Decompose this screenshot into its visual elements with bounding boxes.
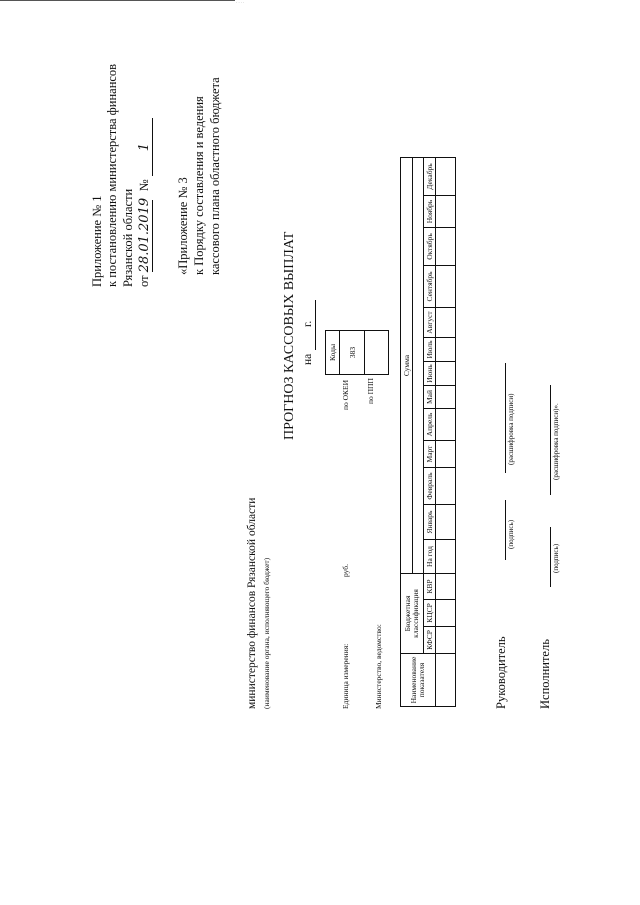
appendix3-line1: «Приложение № 3: [176, 177, 190, 275]
page-title: ПРОГНОЗ КАССОВЫХ ВЫПЛАТ: [282, 231, 297, 440]
ppp-code: [365, 331, 389, 375]
col-kfsr: КФСР: [424, 627, 436, 654]
col-month: Декабрь: [424, 158, 436, 196]
col-year: На год: [424, 540, 436, 574]
codes-table: [325, 330, 389, 375]
executor-label: Исполнитель: [538, 639, 552, 709]
ministry-label: Министерство, ведомство:: [374, 624, 383, 709]
ppp-label: по ППП: [366, 378, 375, 404]
col-kvr: КВР: [424, 574, 436, 600]
sum-spacer: [413, 158, 424, 574]
appendix3-line3: кассового плана областного бюджета: [208, 77, 222, 275]
date-field: [137, 197, 153, 273]
head-signature-caption: (подпись): [507, 519, 515, 549]
head-decode-caption: (расшифровка подписи): [507, 393, 515, 465]
org-caption: (наименование органа, исполняющего бюджет): [262, 557, 271, 709]
appendix-line2: к постановлению министерства финансов: [105, 63, 119, 287]
col-month: Январь: [424, 505, 436, 540]
number-handwritten: 1: [137, 142, 152, 152]
appendix-line1: Приложение № 1: [90, 195, 104, 287]
col-month: Февраль: [424, 468, 436, 505]
appendix-line3: Рязанской области: [121, 188, 135, 287]
period-field: [315, 300, 316, 350]
col-month: Ноябрь: [424, 196, 436, 228]
scan-top-edge: · · · ·: [0, 0, 640, 2]
title-year-suffix: г.: [302, 320, 314, 327]
executor-signature-caption: (подпись): [552, 543, 560, 573]
col-month: Сентябрь: [424, 266, 436, 308]
number-label: №: [137, 179, 151, 192]
col-month: Октябрь: [424, 228, 436, 266]
title-on: на: [302, 353, 314, 365]
unit-label: Единица измерения:: [341, 643, 350, 709]
head-signature-line: [505, 500, 506, 560]
col-month: Апрель: [424, 409, 436, 441]
appendix-date-row: [137, 118, 153, 287]
forecast-table: [400, 157, 456, 707]
col-sum: Сумма: [401, 158, 413, 574]
appendix3-line2: к Порядку составления и ведения: [192, 96, 206, 275]
number-field: [137, 118, 153, 176]
col-month: Май: [424, 386, 436, 409]
col-kcsr: КЦСР: [424, 600, 436, 627]
head-decode-line: [505, 363, 506, 473]
executor-decode-line: [550, 385, 551, 495]
col-month: Март: [424, 441, 436, 468]
col-month: Август: [424, 308, 436, 338]
okei-code: 383: [340, 331, 365, 375]
col-month: Июнь: [424, 362, 436, 386]
date-handwritten: 28.01.2019: [137, 197, 152, 273]
codes-header: Коды: [326, 331, 340, 375]
executor-signature-line: [550, 527, 551, 587]
col-budget-classification: Бюджетная классификация: [401, 574, 424, 654]
col-indicator-name: Наименование показателя: [401, 654, 436, 707]
executor-decode-caption: (расшифровка подписи)».: [552, 403, 560, 480]
table-row: [436, 158, 456, 707]
unit-value: руб.: [341, 564, 350, 577]
date-prefix: от: [137, 275, 151, 287]
head-label: Руководитель: [494, 636, 508, 709]
okei-label: по ОКЕИ: [341, 379, 350, 410]
org-name: министерство финансов Рязанской области: [246, 497, 258, 709]
col-month: Июль: [424, 338, 436, 362]
